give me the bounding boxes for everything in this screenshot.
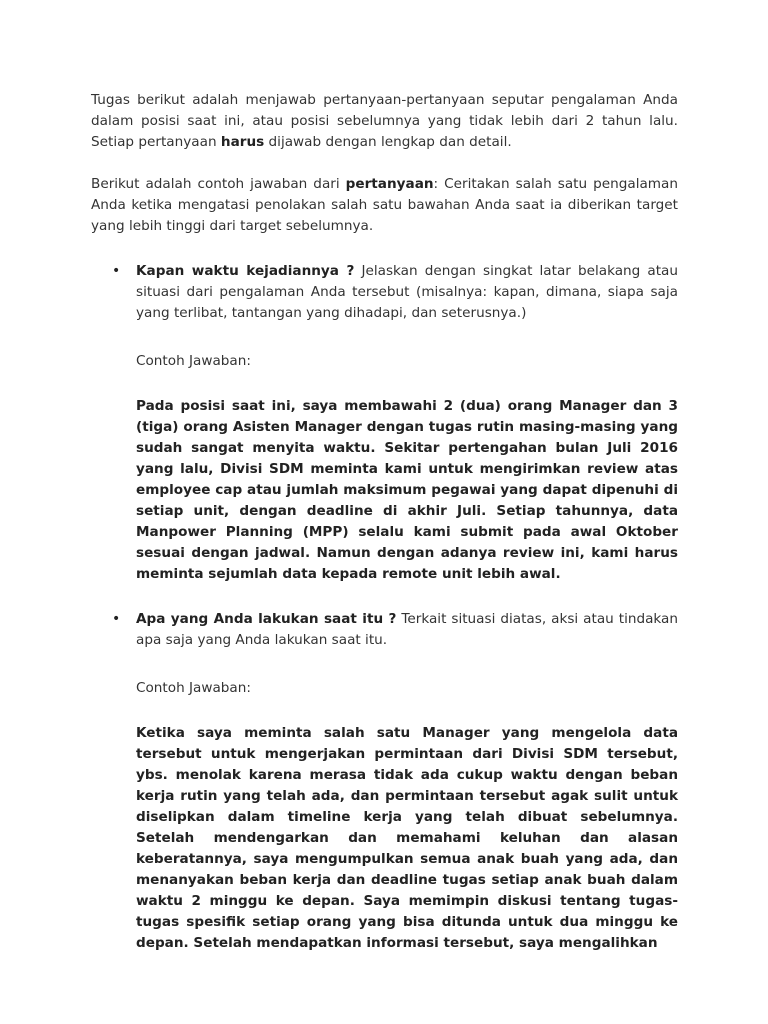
example-label-1: Contoh Jawaban: bbox=[136, 353, 251, 369]
intro-paragraph bbox=[91, 90, 678, 153]
question-item-2 bbox=[91, 609, 678, 954]
question-item-1 bbox=[91, 261, 678, 585]
question-title-1: Kapan waktu kejadiannya ? bbox=[136, 263, 355, 279]
question-body-2: Terkait situasi diatas, aksi atau tindakan apa saja yang Anda lakukan saat itu. bbox=[136, 611, 678, 648]
bullet-icon: • bbox=[112, 263, 121, 279]
example-intro-paragraph bbox=[91, 174, 678, 237]
question-body-1: Jelaskan dengan singkat latar belakang atau situasi dari pengalaman Anda tersebut (misalnya: kapan, dimana, siapa saja yang terlibat, tantangan yang dihadapi, dan seterusnya.) bbox=[136, 263, 678, 321]
example-label-2: Contoh Jawaban: bbox=[136, 680, 251, 696]
intro-bold-word: harus bbox=[220, 134, 265, 150]
document-body bbox=[91, 90, 678, 978]
example-intro-bold-word: pertanyaan bbox=[345, 176, 434, 192]
question-paragraph-1 bbox=[136, 261, 678, 324]
question-title-2: Apa yang Anda lakukan saat itu ? bbox=[136, 611, 397, 627]
answer-paragraph-2: Ketika saya meminta salah satu Manager yang mengelola data tersebut untuk mengerjakan permintaan dari Divisi SDM tersebut, ybs. menolak karena merasa tidak ada cukup waktu dengan beban kerja rutin yang telah ada, dan permintaan tersebut agak sulit untuk diselipkan dalam timeline kerja yang telah dibuat sebelumnya. Setelah mendengarkan dan memahami keluhan dan alasan keberatannya, saya mengumpulkan semua anak buah yang ada, dan menanyakan beban kerja dan deadline tugas setiap anak buah dalam waktu 2 minggu ke depan. Saya memimpin diskusi tentang tugas-tugas spesifik setiap orang yang bisa ditunda untuk dua minggu ke depan. Setelah mendapatkan informasi tersebut, saya mengalihkan bbox=[136, 725, 678, 951]
question-list bbox=[91, 261, 678, 954]
intro-text-end: dijawab dengan lengkap dan detail. bbox=[264, 134, 512, 150]
example-intro-text-end: : Ceritakan salah satu pengalaman Anda ketika mengatasi penolakan salah satu bawahan Anda saat ia diberikan target yang lebih tinggi dari target sebelumnya. bbox=[91, 176, 678, 234]
answer-paragraph-1: Pada posisi saat ini, saya membawahi 2 (dua) orang Manager dan 3 (tiga) orang Asisten Manager dengan tugas rutin masing-masing yang sudah sangat menyita waktu. Sekitar pertengahan bulan Juli 2016 yang lalu, Divisi SDM meminta kami untuk mengirimkan review atas employee cap atau jumlah maksimum pegawai yang dapat dipenuhi di setiap unit, dengan deadline di akhir Juli. Setiap tahunnya, data Manpower Planning (MPP) selalu kami submit pada awal Oktober sesuai dengan jadwal. Namun dengan adanya review ini, kami harus meminta sejumlah data kepada remote unit lebih awal. bbox=[136, 398, 678, 582]
question-paragraph-2 bbox=[136, 609, 678, 651]
intro-text-start: Tugas berikut adalah menjawab pertanyaan-pertanyaan seputar pengalaman Anda dalam posisi saat ini, atau posisi sebelumnya yang tidak lebih dari 2 tahun lalu. Setiap pertanyaan bbox=[91, 92, 678, 150]
example-intro-text-start: Berikut adalah contoh jawaban dari bbox=[91, 176, 346, 192]
bullet-icon: • bbox=[112, 611, 121, 627]
